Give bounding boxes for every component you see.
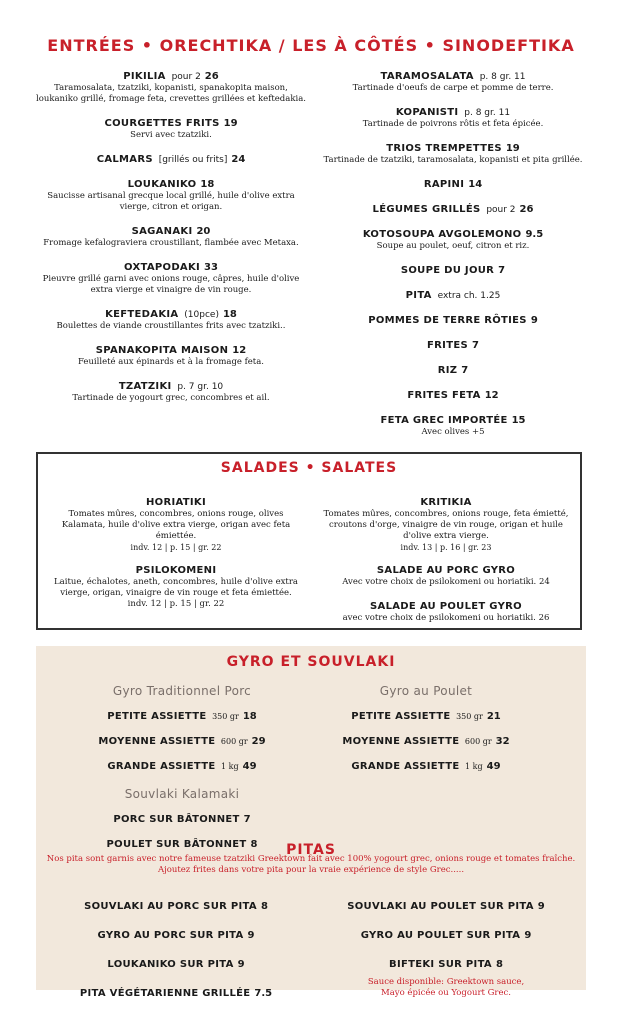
menu-item-line	[52, 490, 300, 509]
menu-item-size: pour 2	[483, 205, 516, 215]
menu-item-name: SOUPE DU JOUR	[400, 265, 495, 276]
salades-left-column	[52, 490, 300, 616]
menu-item-description: Tartinade de tzatziki, taramosalata, kopanisti et pita grillée.	[323, 155, 583, 165]
menu-item-name: TZATZIKI	[118, 381, 172, 392]
menu-item-price: 26	[204, 71, 219, 82]
pita-item	[46, 981, 306, 1000]
menu-item	[318, 258, 588, 277]
gyro-item	[62, 704, 302, 723]
menu-item-size: p. 8 gr. 11	[461, 108, 511, 118]
gyro-item-price: 32	[495, 736, 510, 747]
entrees-right-column	[318, 64, 588, 444]
gyro-item-price: 49	[486, 761, 501, 772]
menu-item-line	[52, 558, 300, 577]
menu-item-name: POMMES DE TERRE RÔTIES	[368, 315, 527, 326]
gyro-item-size: 350 gr	[453, 712, 483, 721]
menu-item-size: extra ch. 1.25	[434, 291, 501, 301]
menu-item-name: RIZ	[437, 365, 458, 376]
menu-item-line	[36, 64, 306, 83]
menu-item-name: KRITIKIA	[420, 497, 472, 508]
salades-right-column	[322, 490, 570, 630]
gyro-item	[306, 754, 546, 773]
pita-item-price: 8	[260, 901, 268, 912]
menu-item-price: 18	[222, 309, 237, 320]
menu-item-name: COURGETTES FRITS	[104, 118, 220, 129]
gyro-item-name: GRANDE ASSIETTE	[107, 761, 216, 772]
pita-item-name: SOUVLAKI AU POULET SUR PITA	[347, 901, 534, 912]
pitas-note-line-1: Nos pita sont garnis avec notre fameuse tzatziki Greektown fait avec 100% yogourt grec, onions rouge et tomates fraîche.	[46, 854, 576, 864]
menu-item-price: 24	[231, 154, 246, 165]
gyro-item-size: 350 gr	[209, 712, 239, 721]
menu-item	[318, 408, 588, 438]
salades-title: SALADES • SALATES	[220, 460, 398, 476]
menu-item-description: Avec votre choix de psilokomeni ou horiatiki. 24	[342, 577, 550, 587]
menu-item-line	[318, 258, 588, 277]
menu-item-name: HORIATIKI	[146, 497, 206, 508]
sauce-note-line-2: Mayo épicée ou Yogourt Grec.	[381, 988, 511, 998]
gyro-item	[62, 754, 302, 773]
menu-item	[36, 338, 306, 368]
pitas-note-line-2: Ajoutez frites dans votre pita pour la vraie expérience de style Grec.....	[157, 865, 465, 875]
pita-item-price: 9	[524, 930, 532, 941]
menu-item-name: TRIOS TREMPETTES	[386, 143, 502, 154]
pitas-note	[42, 854, 580, 876]
pita-item-name: BIFTEKI SUR PITA	[389, 959, 492, 970]
menu-item-name: FRITES FETA	[407, 390, 481, 401]
gyro-item-price: 18	[242, 711, 257, 722]
gyro-title: GYRO ET SOUVLAKI	[226, 654, 396, 670]
menu-item-description: Taramosalata, tzatziki, kopanisti, spanakopita maison, loukaniko grillé, fromage feta, crevettes grillées et keftedakia.	[36, 83, 306, 104]
menu-item-description: Tartinade d'oeufs de carpe et pomme de terre.	[352, 83, 554, 93]
menu-item-line	[36, 172, 306, 191]
gyro-right-column	[306, 680, 546, 779]
menu-item-line	[318, 136, 588, 155]
menu-item-description: Fromage kefalograviera croustillant, flambée avec Metaxa.	[43, 238, 299, 248]
gyro-item-size: 600 gr	[218, 737, 248, 746]
gyro-panel	[36, 646, 586, 999]
menu-item-sizes: indv. 12 | p. 15 | gr. 22	[130, 543, 222, 552]
menu-item-description: Pieuvre grillé garni avec onions rouge, câpres, huile d'olive extra vierge et vinaigre de vin rouge.	[42, 274, 300, 295]
pitas-left-column	[46, 894, 306, 1010]
menu-item-line	[36, 147, 306, 166]
menu-item-line	[318, 172, 588, 191]
entrees-title: ENTRÉES • ORECHTIKA / LES À CÔTÉS • SINODEFTIKA	[47, 36, 575, 55]
gyro-item	[306, 729, 546, 748]
pitas-title: PITAS	[286, 842, 336, 858]
pita-item-name: PITA VÉGÉTARIENNE GRILLÉE	[79, 988, 251, 999]
menu-item	[36, 64, 306, 105]
menu-item	[318, 222, 588, 252]
sauce-note	[316, 977, 576, 999]
menu-item-price: 15	[511, 415, 526, 426]
pita-item	[316, 952, 576, 971]
gyro-item-name: PORC SUR BÂTONNET	[113, 814, 240, 825]
menu-item-price: 12	[484, 390, 499, 401]
menu-item-price: 18	[200, 179, 215, 190]
menu-item-size: p. 8 gr. 11	[476, 72, 526, 82]
gyro-item-price: 29	[251, 736, 266, 747]
menu-item-name: SPANAKOPITA MAISON	[95, 345, 229, 356]
menu-item-name: FETA GREC IMPORTÉE	[380, 415, 508, 426]
menu-item	[318, 136, 588, 166]
menu-item-size: (10pce)	[181, 310, 219, 320]
gyro-item-name: GRANDE ASSIETTE	[351, 761, 460, 772]
menu-item	[36, 302, 306, 332]
menu-item-description: Feuilleté aux épinards et à la fromage feta.	[77, 357, 264, 367]
menu-item-line	[318, 197, 588, 216]
menu-item-price: 26	[519, 204, 534, 215]
menu-item-line	[318, 358, 588, 377]
pita-item-name: LOUKANIKO SUR PITA	[107, 959, 234, 970]
gyro-item-size: 1 kg	[218, 762, 239, 771]
gyro-item	[306, 704, 546, 723]
gyro-item-price: 21	[486, 711, 501, 722]
menu-item-price: 14	[468, 179, 483, 190]
menu-item-price: 20	[196, 226, 211, 237]
menu-item-description: Soupe au poulet, oeuf, citron et riz.	[376, 241, 530, 251]
menu-item-price: 7	[461, 365, 469, 376]
menu-item-price: 12	[232, 345, 247, 356]
pita-item	[46, 894, 306, 913]
menu-item-name: RAPINI	[423, 179, 465, 190]
gyro-item-name: PETITE ASSIETTE	[107, 711, 207, 722]
salades-box	[36, 452, 582, 630]
menu-item-line	[318, 408, 588, 427]
menu-item	[36, 219, 306, 249]
menu-item-line	[322, 490, 570, 509]
menu-item-price: 19	[505, 143, 520, 154]
menu-item-name: KOPANISTI	[395, 107, 459, 118]
menu-item-line	[36, 302, 306, 321]
menu-item-line	[318, 283, 588, 302]
menu-item-size: pour 2	[168, 72, 201, 82]
menu-item-size: p. 7 gr. 10	[174, 382, 224, 392]
menu-item-name: SAGANAKI	[131, 226, 193, 237]
menu-item	[52, 558, 300, 610]
menu-item-size: [grillés ou frits]	[155, 155, 228, 165]
menu-item-line	[322, 558, 570, 577]
menu-item-price: 7	[498, 265, 506, 276]
menu-item-price: 9.5	[525, 229, 544, 240]
menu-item	[318, 333, 588, 352]
menu-item-price: 7	[471, 340, 479, 351]
menu-item-name: PITA	[405, 290, 432, 301]
pita-item-price: 9	[237, 959, 245, 970]
gyro-item-name: MOYENNE ASSIETTE	[342, 736, 460, 747]
menu-item	[322, 558, 570, 588]
gyro-item	[62, 807, 302, 826]
menu-item-name: PSILOKOMENI	[135, 565, 217, 576]
pita-item-name: GYRO AU PORC SUR PITA	[97, 930, 244, 941]
pita-item-name: SOUVLAKI AU PORC SUR PITA	[84, 901, 257, 912]
entrees-left-column	[36, 64, 306, 410]
menu-item-name: FRITES	[427, 340, 468, 351]
gyro-porc-title: Gyro Traditionnel Porc	[112, 684, 252, 698]
menu-item-name: TARAMOSALATA	[380, 71, 474, 82]
menu-item-price: 33	[204, 262, 218, 273]
menu-item-line	[36, 374, 306, 393]
menu-item-line	[36, 219, 306, 238]
menu-item-name: CALMARS	[96, 154, 153, 165]
gyro-item	[62, 729, 302, 748]
menu-item-line	[318, 64, 588, 83]
menu-item-name: PIKILIA	[123, 71, 166, 82]
gyro-item-size: 1 kg	[462, 762, 483, 771]
menu-item-description: Tartinade de yogourt grec, concombres et ail.	[72, 393, 270, 403]
menu-item	[36, 111, 306, 141]
menu-item-description: Avec olives +5	[421, 427, 485, 437]
menu-item	[52, 490, 300, 552]
menu-item-description: avec votre choix de psilokomeni ou horiatiki. 26	[342, 613, 550, 623]
menu-item	[36, 374, 306, 404]
menu-item-description: Saucisse artisanal grecque local grillé, huile d'olive extra vierge, citron et origan.	[47, 191, 295, 212]
gyro-item-price: 49	[242, 761, 257, 772]
pita-item	[316, 894, 576, 913]
menu-item	[318, 64, 588, 94]
menu-item	[318, 283, 588, 302]
pita-item-price: 9	[537, 901, 545, 912]
menu-item-line	[36, 111, 306, 130]
menu-item-line	[318, 333, 588, 352]
menu-item-name: KEFTEDAKIA	[105, 309, 179, 320]
menu-item-line	[322, 594, 570, 613]
souvlaki-title: Souvlaki Kalamaki	[124, 787, 240, 801]
pita-item-name: GYRO AU POULET SUR PITA	[360, 930, 521, 941]
menu-item-line	[36, 255, 306, 274]
menu-item-name: LÉGUMES GRILLÉS	[372, 204, 481, 215]
menu-item-description: Tomates mûres, concombres, onions rouge, olives Kalamata, huile d'olive extra vierge, origan avec feta émiettée.	[61, 509, 291, 541]
menu-item-line	[318, 383, 588, 402]
gyro-item-name: PETITE ASSIETTE	[351, 711, 451, 722]
menu-item	[318, 100, 588, 130]
menu-item	[318, 383, 588, 402]
menu-item	[36, 172, 306, 213]
menu-item-name: SALADE AU PORC GYRO	[376, 565, 516, 576]
menu-item-name: LOUKANIKO	[127, 179, 197, 190]
menu-item-description: Tomates mûres, concombres, onions rouge, feta émietté, croutons d'orge, vinaigre de vin rouge, origan et huile d'olive extra vierge.	[323, 509, 569, 541]
gyro-item-price: 8	[250, 839, 258, 850]
menu-item-description: Tartinade de poivrons rôtis et feta épicée.	[362, 119, 544, 129]
menu-item	[318, 308, 588, 327]
menu-item	[36, 255, 306, 296]
pita-item	[316, 923, 576, 942]
menu-item-description: Laitue, échalotes, aneth, concombres, huile d'olive extra vierge, origan, vinaigre de vin rouge et feta émiettée. indv. 12 | p. 15 | gr. 22	[54, 577, 298, 609]
menu-item	[318, 197, 588, 216]
menu-item	[322, 490, 570, 552]
pita-item-price: 8	[495, 959, 503, 970]
menu-item-description: Servi avec tzatziki.	[130, 130, 212, 140]
pita-item	[46, 923, 306, 942]
pita-item-price: 7.5	[254, 988, 273, 999]
gyro-item-name: POULET SUR BÂTONNET	[106, 839, 247, 850]
gyro-left-column	[62, 680, 302, 857]
menu-item-line	[318, 308, 588, 327]
pita-item-price: 9	[247, 930, 255, 941]
menu-item-name: KOTOSOUPA AVGOLEMONO	[362, 229, 522, 240]
menu-item	[318, 358, 588, 377]
menu-item-price: 9	[530, 315, 538, 326]
pita-item	[46, 952, 306, 971]
menu-item-price: 19	[223, 118, 238, 129]
gyro-poulet-title: Gyro au Poulet	[379, 684, 473, 698]
sauce-note-line-1: Sauce disponible: Greektown sauce,	[367, 977, 525, 987]
menu-item	[36, 147, 306, 166]
menu-item-sizes: indv. 13 | p. 16 | gr. 23	[400, 543, 492, 552]
menu-item-description: Boulettes de viande croustillantes frits avec tzatziki..	[56, 321, 286, 331]
pitas-right-column	[316, 894, 576, 999]
gyro-item-price: 7	[243, 814, 251, 825]
menu-item-name: SALADE AU POULET GYRO	[370, 601, 522, 612]
menu-item-line	[318, 100, 588, 119]
menu-item-line	[36, 338, 306, 357]
menu-item-line	[318, 222, 588, 241]
menu-item	[322, 594, 570, 624]
gyro-item-size: 600 gr	[462, 737, 492, 746]
gyro-item-name: MOYENNE ASSIETTE	[98, 736, 216, 747]
menu-item	[318, 172, 588, 191]
menu-item-name: OXTAPODAKI	[124, 262, 201, 273]
